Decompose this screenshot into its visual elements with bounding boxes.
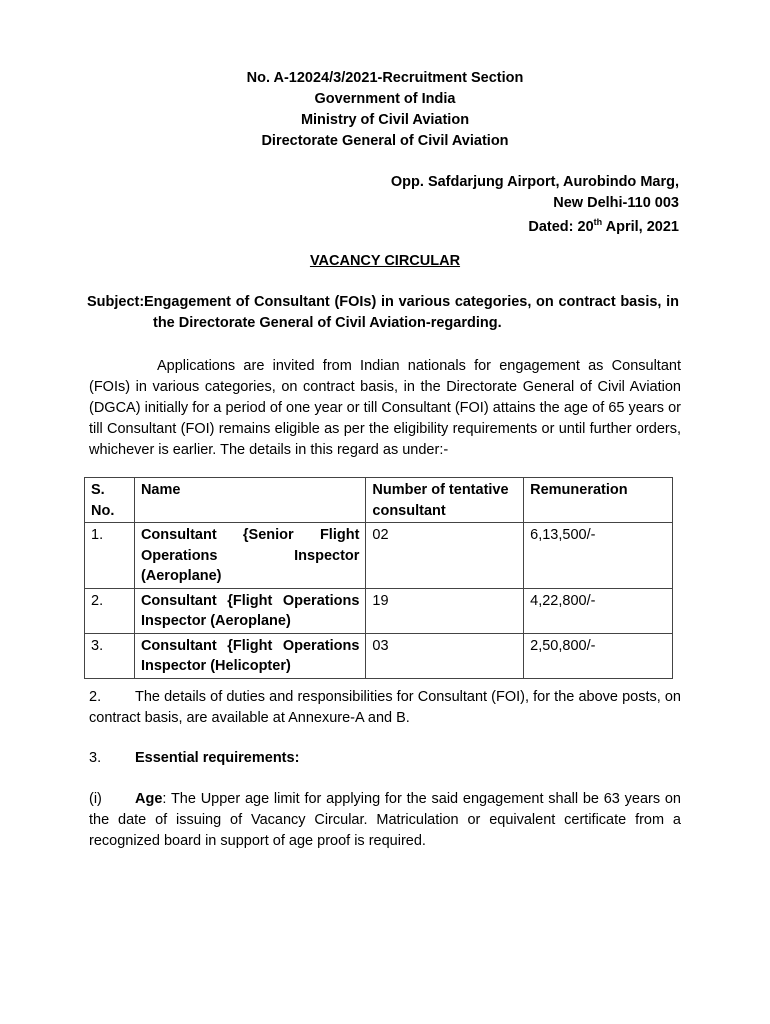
- date-superscript: th: [593, 217, 603, 227]
- header-sno: S. No.: [85, 478, 135, 523]
- paragraph-3: [89, 748, 681, 769]
- table-header-row: [85, 478, 673, 523]
- table-row: [85, 633, 673, 678]
- cell-name: Consultant {Flight Operations Inspector (Helicopter): [134, 633, 365, 678]
- paragraph-3i: (i) Age: The Upper age limit for applying for the said engagement shall be 63 years on the date of issuing of Vacancy Circular. Matriculation or equivalent certificate from a recognized board in support of age proof is required.: [89, 791, 681, 849]
- directorate-name: Directorate General of Civil Aviation: [261, 133, 509, 149]
- cell-remuneration: 4,22,800/-: [524, 588, 673, 633]
- paragraph-3i-number: (i): [89, 791, 102, 807]
- header-name: Name: [134, 478, 365, 523]
- paragraph-3-number: 3.: [89, 750, 102, 766]
- cell-sno: 3.: [85, 633, 135, 678]
- date-prefix: Dated: 20: [528, 218, 594, 235]
- date-line: [279, 212, 679, 238]
- cell-sno: 1.: [85, 523, 135, 589]
- subject-label: Subject:: [87, 294, 145, 310]
- cell-remuneration: 2,50,800/-: [524, 633, 673, 678]
- subject-line-1: Subject:Engagement of Consultant (FOIs) in various categories, on contract basis, in: [87, 292, 679, 313]
- reference-number: No. A-12024/3/2021-Recruitment Section: [246, 70, 524, 86]
- cell-sno: 2.: [85, 588, 135, 633]
- cell-count: 03: [366, 633, 524, 678]
- cell-name: Consultant {Flight Operations Inspector (Aeroplane): [134, 588, 365, 633]
- cell-remuneration: 6,13,500/-: [524, 523, 673, 589]
- paragraph-2: 2. The details of duties and responsibilities for Consultant (FOI), for the above posts, on contract basis, are available at Annexure-A and B.: [89, 689, 681, 726]
- date-suffix: April, 2021: [602, 218, 679, 235]
- government-name: Government of India: [314, 91, 456, 107]
- paragraph-3-heading: Essential requirements:: [135, 750, 300, 766]
- address-line-2: New Delhi-110 003: [553, 195, 679, 211]
- subject-line-2: the Directorate General of Civil Aviation-regarding.: [153, 315, 502, 331]
- header-count: Number of tentative consultant: [366, 478, 524, 523]
- paragraph-3i-label: Age: [135, 791, 163, 807]
- cell-count: 19: [366, 588, 524, 633]
- cell-name: Consultant {Senior Flight Operations Inspector (Aeroplane): [134, 523, 365, 589]
- table-row: [85, 523, 673, 589]
- cell-count: 02: [366, 523, 524, 589]
- paragraph-2-number: 2.: [89, 689, 102, 705]
- subject-block: [87, 292, 679, 334]
- address-line-1: Opp. Safdarjung Airport, Aurobindo Marg,: [390, 174, 679, 190]
- ministry-name: Ministry of Civil Aviation: [300, 112, 470, 128]
- vacancy-table: [84, 477, 673, 679]
- circular-title: VACANCY CIRCULAR: [309, 253, 461, 269]
- intro-paragraph: Applications are invited from Indian nationals for engagement as Consultant (FOIs) in various categories, on contract basis, in the Directorate General of Civil Aviation (DGCA) initially for a period of one year or till Consultant (FOI) attains the age of 65 years or till Consultant (FOI) remains eligible as per the eligibility requirements or until further orders, whichever is earlier. The details in this regard as under:-: [89, 358, 681, 458]
- table-row: [85, 588, 673, 633]
- header-remuneration: Remuneration: [524, 478, 673, 523]
